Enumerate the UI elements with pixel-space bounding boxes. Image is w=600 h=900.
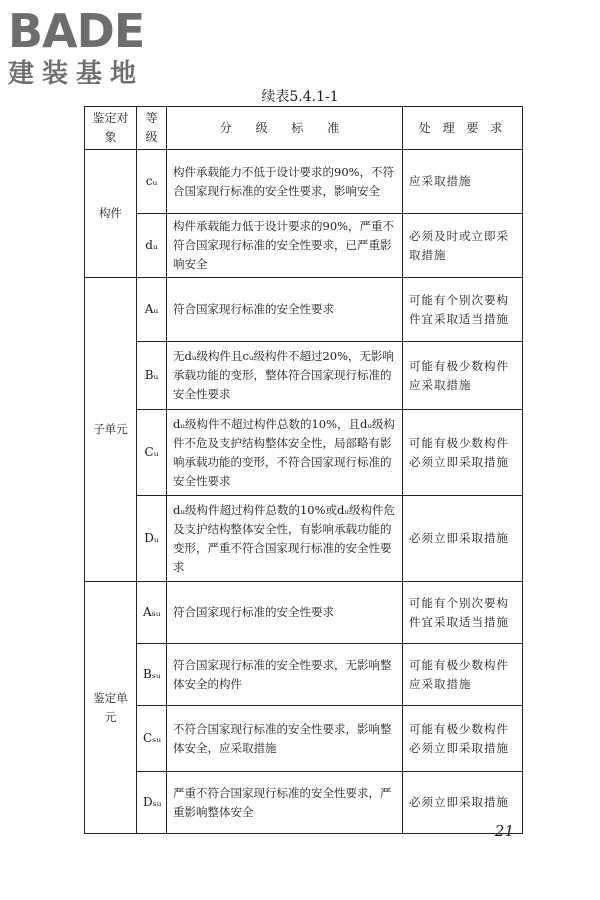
requirement-cell: 可能有极少数构件应采取措施 [403,644,523,706]
logo-subtitle: 建装基地 [8,59,145,89]
criteria-cell: 符合国家现行标准的安全性要求 [167,278,403,342]
requirement-cell: 可能有个别次要构件宜采取适当措施 [403,278,523,342]
table-row [85,706,523,772]
grade-cell: dᵤ [137,214,167,278]
header-requirement: 处 理 要 求 [403,107,523,150]
criteria-cell: 构件承载能力不低于设计要求的90%，不符合国家现行标准的安全性要求，影响安全 [167,150,403,214]
criteria-cell: 无dᵤ级构件且cᵤ级构件不超过20%，无影响承载功能的变形，整体符合国家现行标准的安全性要求 [167,342,403,410]
table-row [85,278,523,342]
requirement-cell: 可能有极少数构件必须立即采取措施 [403,706,523,772]
requirement-cell: 必须及时或立即采取措施 [403,214,523,278]
requirement-cell: 必须立即采取措施 [403,772,523,834]
object-cell: 鉴定单元 [85,582,137,834]
table-row [85,496,523,582]
page-number: 21 [494,822,514,840]
grade-cell: Bₛᵤ [137,644,167,706]
requirement-cell: 可能有极少数构件必须立即采取措施 [403,410,523,496]
table-row [85,342,523,410]
grade-cell: Dₛᵤ [137,772,167,834]
header-object: 鉴定对象 [85,107,137,150]
requirement-cell: 必须立即采取措施 [403,496,523,582]
brand-logo [8,6,144,90]
criteria-cell: 严重不符合国家现行标准的安全性要求，严重影响整体安全 [167,772,403,834]
grade-cell: Bᵤ [137,342,167,410]
criteria-cell: 符合国家现行标准的安全性要求 [167,582,403,644]
table-row [85,214,523,278]
criteria-cell: dᵤ级构件不超过构件总数的10%，且dᵤ级构件不危及支护结构整体安全性，局部略有影响承载功能的变形，不符合国家现行标准的安全性要求 [167,410,403,496]
table-caption: 续表5.4.1-1 [261,89,339,105]
grade-cell: Cᵤ [137,410,167,496]
criteria-cell: 不符合国家现行标准的安全性要求，影响整体安全，应采取措施 [167,706,403,772]
requirement-cell: 可能有极少数构件应采取措施 [403,342,523,410]
grade-cell: Aᵤ [137,278,167,342]
grade-cell: cᵤ [137,150,167,214]
table-row [85,644,523,706]
table-header-row [85,107,523,150]
grade-cell: Aₛᵤ [137,582,167,644]
table-row [85,410,523,496]
grade-cell: Dᵤ [137,496,167,582]
object-cell: 子单元 [85,278,137,582]
grade-cell: Cₛᵤ [137,706,167,772]
object-cell: 构件 [85,150,137,278]
logo-wordmark: BADE [8,4,145,58]
table-row [85,772,523,834]
criteria-cell: 符合国家现行标准的安全性要求，无影响整体安全的构件 [167,644,403,706]
criteria-cell: dᵤ级构件超过构件总数的10%或dᵤ级构件危及支护结构整体安全性，有影响承载功能的变形，严重不符合国家现行标准的安全性要求 [167,496,403,582]
header-criteria: 分 级 标 准 [167,107,403,150]
requirement-cell: 可能有个别次要构件宜采取适当措施 [403,582,523,644]
requirement-cell: 应采取措施 [403,150,523,214]
table-row [85,150,523,214]
header-grade: 等级 [137,107,167,150]
table-row [85,582,523,644]
classification-table [84,106,523,834]
criteria-cell: 构件承载能力低于设计要求的90%，严重不符合国家现行标准的安全性要求，已严重影响安全 [167,214,403,278]
